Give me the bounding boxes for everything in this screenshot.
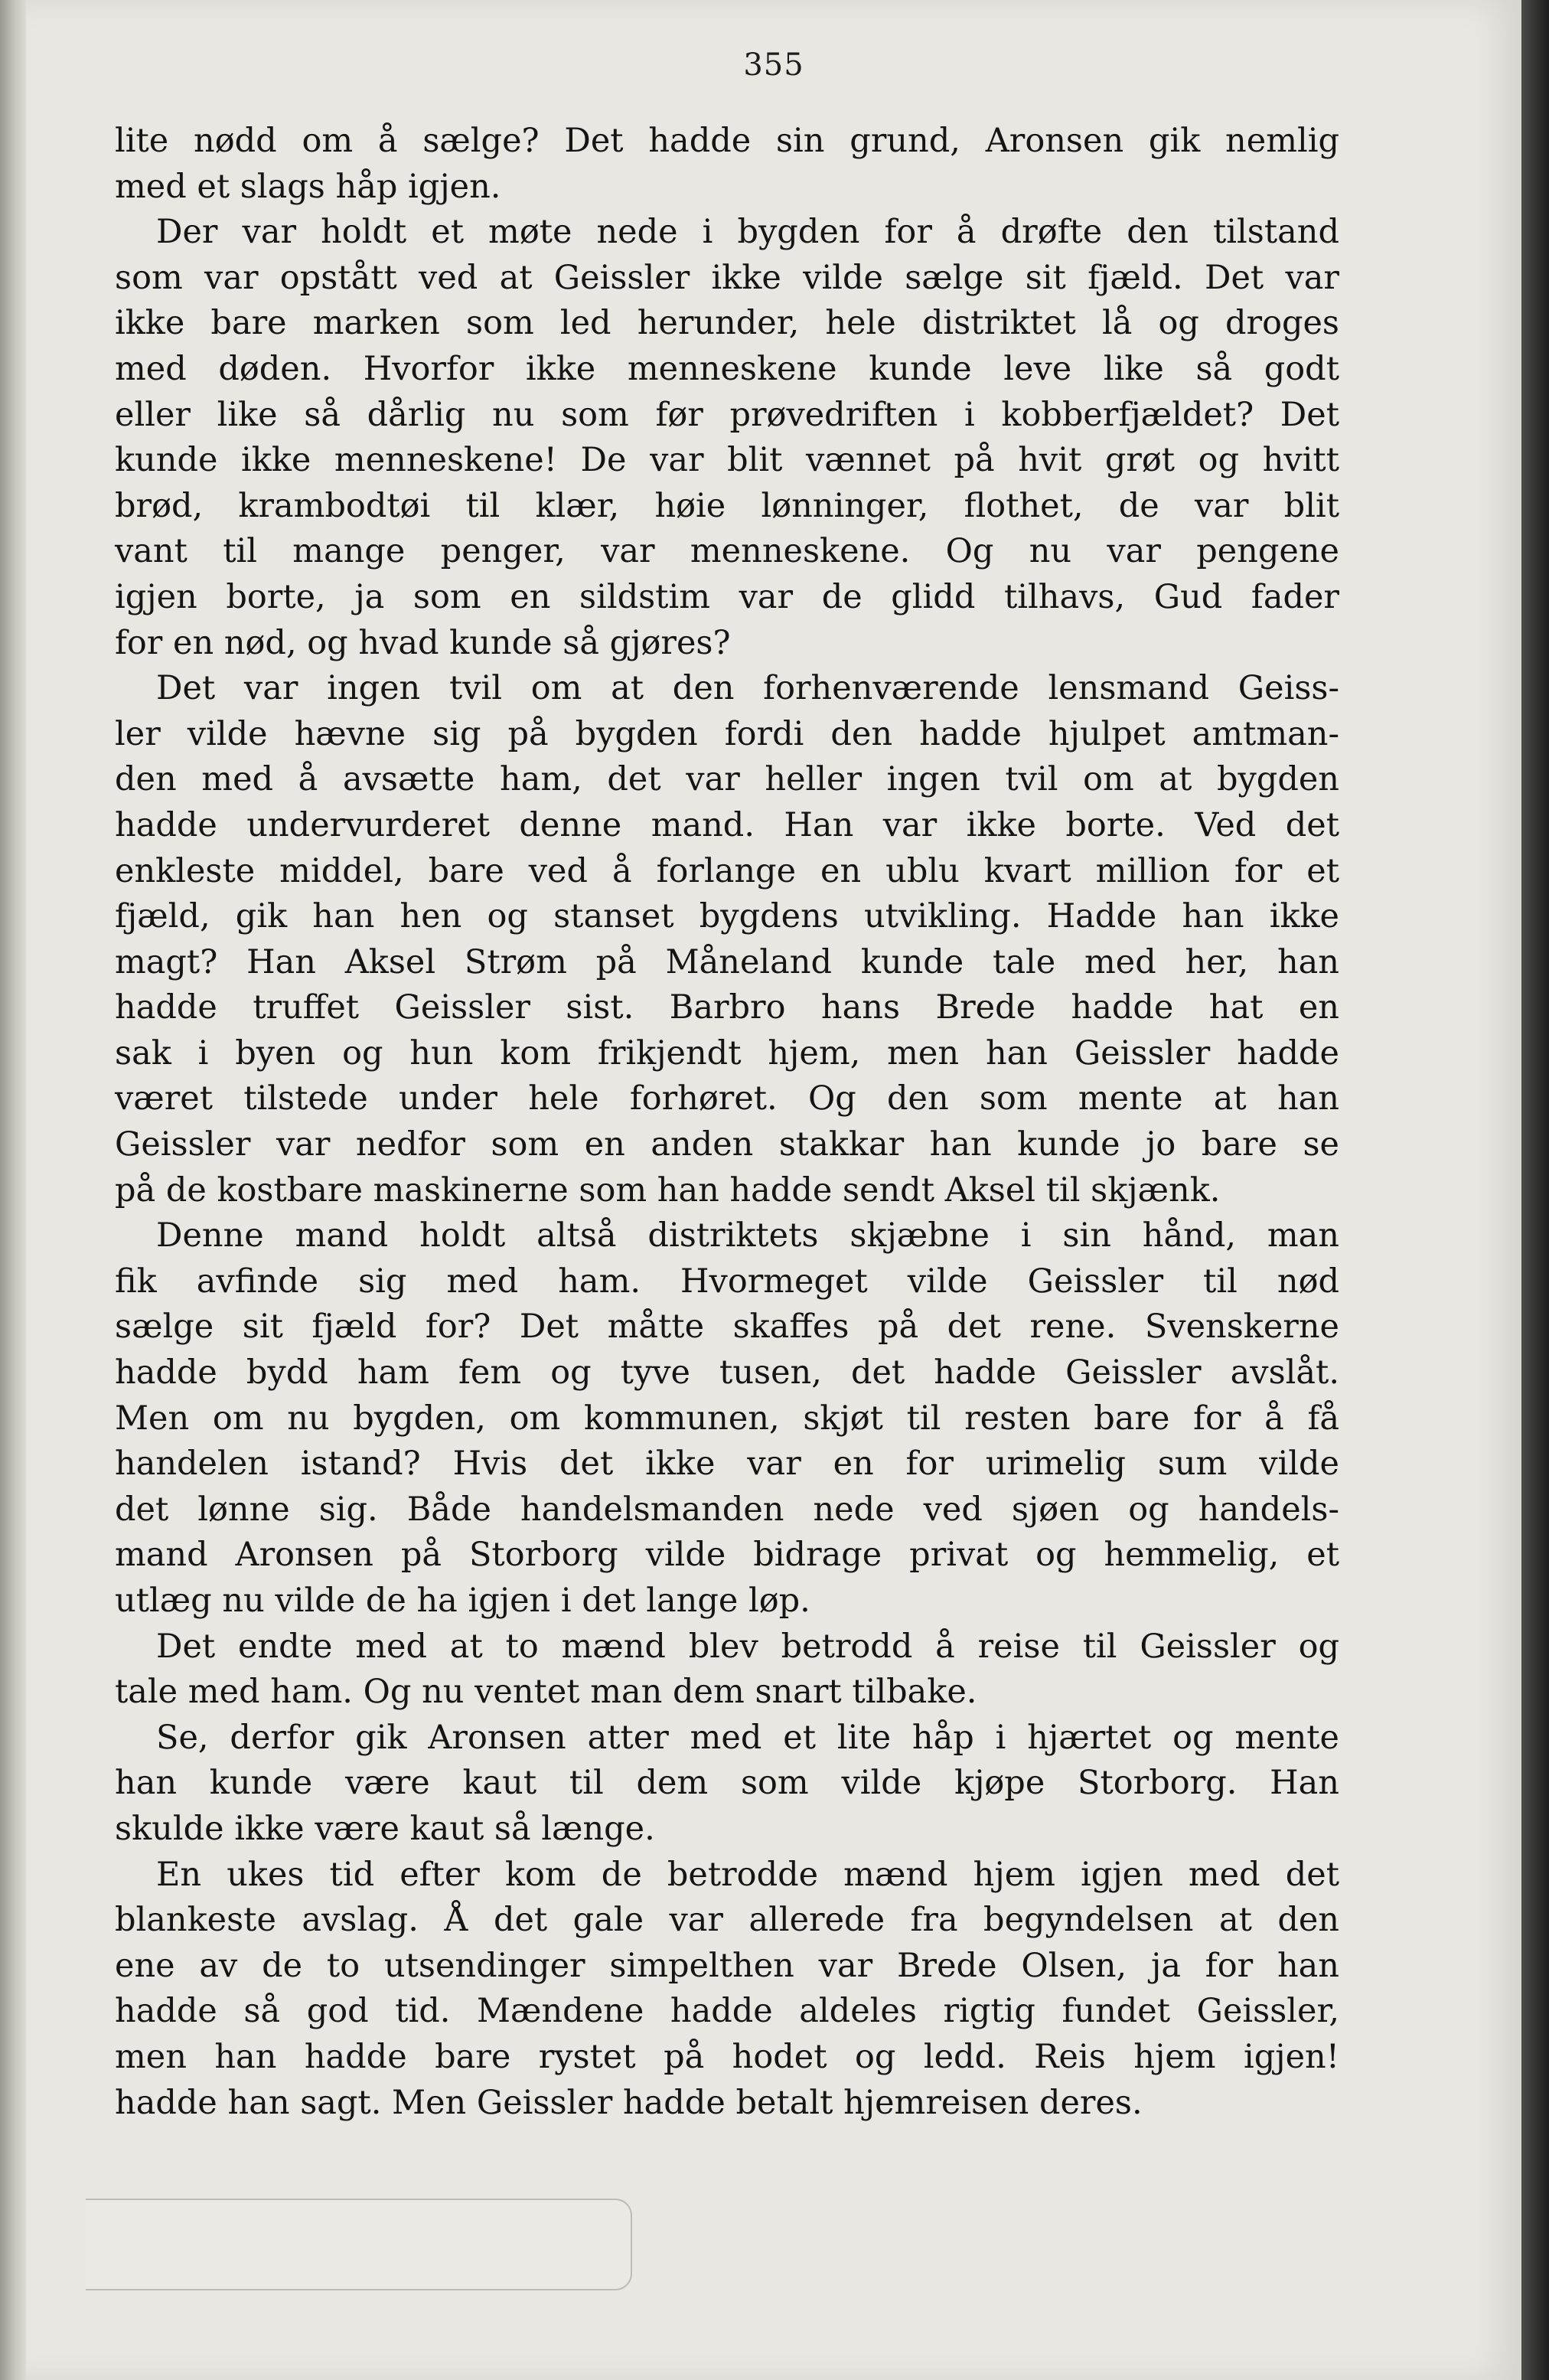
text-line: blankeste avslag. Å det gale var allerede fra begyndelsen at den — [115, 1901, 1339, 1940]
text-line: Men om nu bygden, om kommunen, skjøt til resten bare for å få — [115, 1399, 1339, 1438]
text-line: på de kostbare maskinerne som han hadde sendt Aksel til skjænk. — [115, 1170, 1221, 1210]
text-line: brød, krambodtøi til klær, høie lønninger, flothet, de var blit — [115, 486, 1339, 525]
text-line: mand Aronsen på Storborg vilde bidrage privat og hemmelig, et — [115, 1536, 1339, 1575]
text-line: som var opstått ved at Geissler ikke vilde sælge sit fjæld. Det var — [115, 258, 1339, 297]
text-line: han kunde være kaut til dem som vilde kjøpe Storborg. Han — [115, 1764, 1339, 1803]
text-line: sak i byen og hun kom frikjendt hjem, men han Geissler hadde — [115, 1033, 1339, 1072]
text-line: enkleste middel, bare ved å forlange en ublu kvart million for et — [115, 851, 1339, 890]
text-line: Geissler var nedfor som en anden stakkar han kunde jo bare se — [115, 1125, 1339, 1164]
page-number: 355 — [743, 47, 804, 83]
text-line: været tilstede under hele forhøret. Og den som mente at han — [115, 1079, 1339, 1118]
text-line: fjæld, gik han hen og stanset bygdens utvikling. Hadde han ikke — [115, 897, 1339, 936]
text-line: men han hadde bare rystet på hodet og ledd. Reis hjem igjen! — [115, 2037, 1339, 2076]
text-line: Det var ingen tvil om at den forhenværende lensmand Geiss- — [156, 669, 1339, 708]
text-line: ene av de to utsendinger simpelthen var Brede Olsen, ja for han — [115, 1946, 1339, 1985]
library-label-sticker — [86, 2199, 632, 2290]
text-line: hadde truffet Geissler sist. Barbro hans Brede hadde hat en — [115, 988, 1339, 1027]
text-line: skulde ikke være kaut så længe. — [115, 1809, 655, 1848]
text-line: vant til mange penger, var menneskene. Og nu var pengene — [115, 532, 1339, 571]
text-line: Se, derfor gik Aronsen atter med et lite håp i hjærtet og mente — [156, 1718, 1339, 1757]
text-line: utlæg nu vilde de ha igjen i det lange løp. — [115, 1582, 810, 1620]
text-line: hadde undervurderet denne mand. Han var ikke borte. Ved det — [115, 805, 1339, 844]
text-line: Denne mand holdt altså distriktets skjæbne i sin hånd, man — [156, 1216, 1339, 1255]
text-line: ler vilde hævne sig på bygden fordi den hadde hjulpet amtman- — [115, 714, 1339, 753]
text-line: med døden. Hvorfor ikke menneskene kunde leve like så godt — [115, 349, 1339, 388]
text-line: kunde ikke menneskene! De var blit vænnet på hvit grøt og hvitt — [115, 441, 1339, 480]
text-line: hadde bydd ham fem og tyve tusen, det hadde Geissler avslåt. — [115, 1353, 1339, 1392]
book-spine-edge — [0, 0, 26, 2380]
text-line: det lønne sig. Både handelsmanden nede ved sjøen og handels- — [115, 1490, 1339, 1529]
text-line: eller like så dårlig nu som før prøvedriften i kobberfjældet? Det — [115, 395, 1339, 434]
text-line: En ukes tid efter kom de betrodde mænd hjem igjen med det — [156, 1855, 1339, 1894]
text-line: for en nød, og hvad kunde så gjøres? — [115, 623, 731, 662]
text-line: Der var holdt et møte nede i bygden for å drøfte den tilstand — [156, 213, 1339, 252]
text-line: igjen borte, ja som en sildstim var de glidd tilhavs, Gud fader — [115, 577, 1339, 616]
text-line: tale med ham. Og nu ventet man dem snart tilbake. — [115, 1673, 977, 1712]
text-line: hadde så god tid. Mændene hadde aldeles rigtig fundet Geissler, — [115, 1992, 1339, 2031]
text-line: magt? Han Aksel Strøm på Måneland kunde tale med her, han — [115, 942, 1339, 981]
page-stack-edge — [1521, 0, 1549, 2380]
body-text — [115, 119, 1339, 2126]
text-line: hadde han sagt. Men Geissler hadde betalt hjemreisen deres. — [115, 2083, 1143, 2122]
text-line: den med å avsætte ham, det var heller ingen tvil om at bygden — [115, 760, 1339, 799]
text-line: ikke bare marken som led herunder, hele distriktet lå og droges — [115, 304, 1339, 343]
book-page — [26, 0, 1521, 2380]
text-line: sælge sit fjæld for? Det måtte skaffes på det rene. Svenskerne — [115, 1308, 1339, 1347]
text-line: fik avfinde sig med ham. Hvormeget vilde Geissler til nød — [115, 1262, 1339, 1301]
text-line: med et slags håp igjen. — [115, 167, 501, 206]
text-line: handelen istand? Hvis det ikke var en for urimelig sum vilde — [115, 1445, 1339, 1484]
text-line: Det endte med at to mænd blev betrodd å reise til Geissler og — [156, 1627, 1339, 1666]
text-line: lite nødd om å sælge? Det hadde sin grund, Aronsen gik nemlig — [115, 122, 1339, 160]
